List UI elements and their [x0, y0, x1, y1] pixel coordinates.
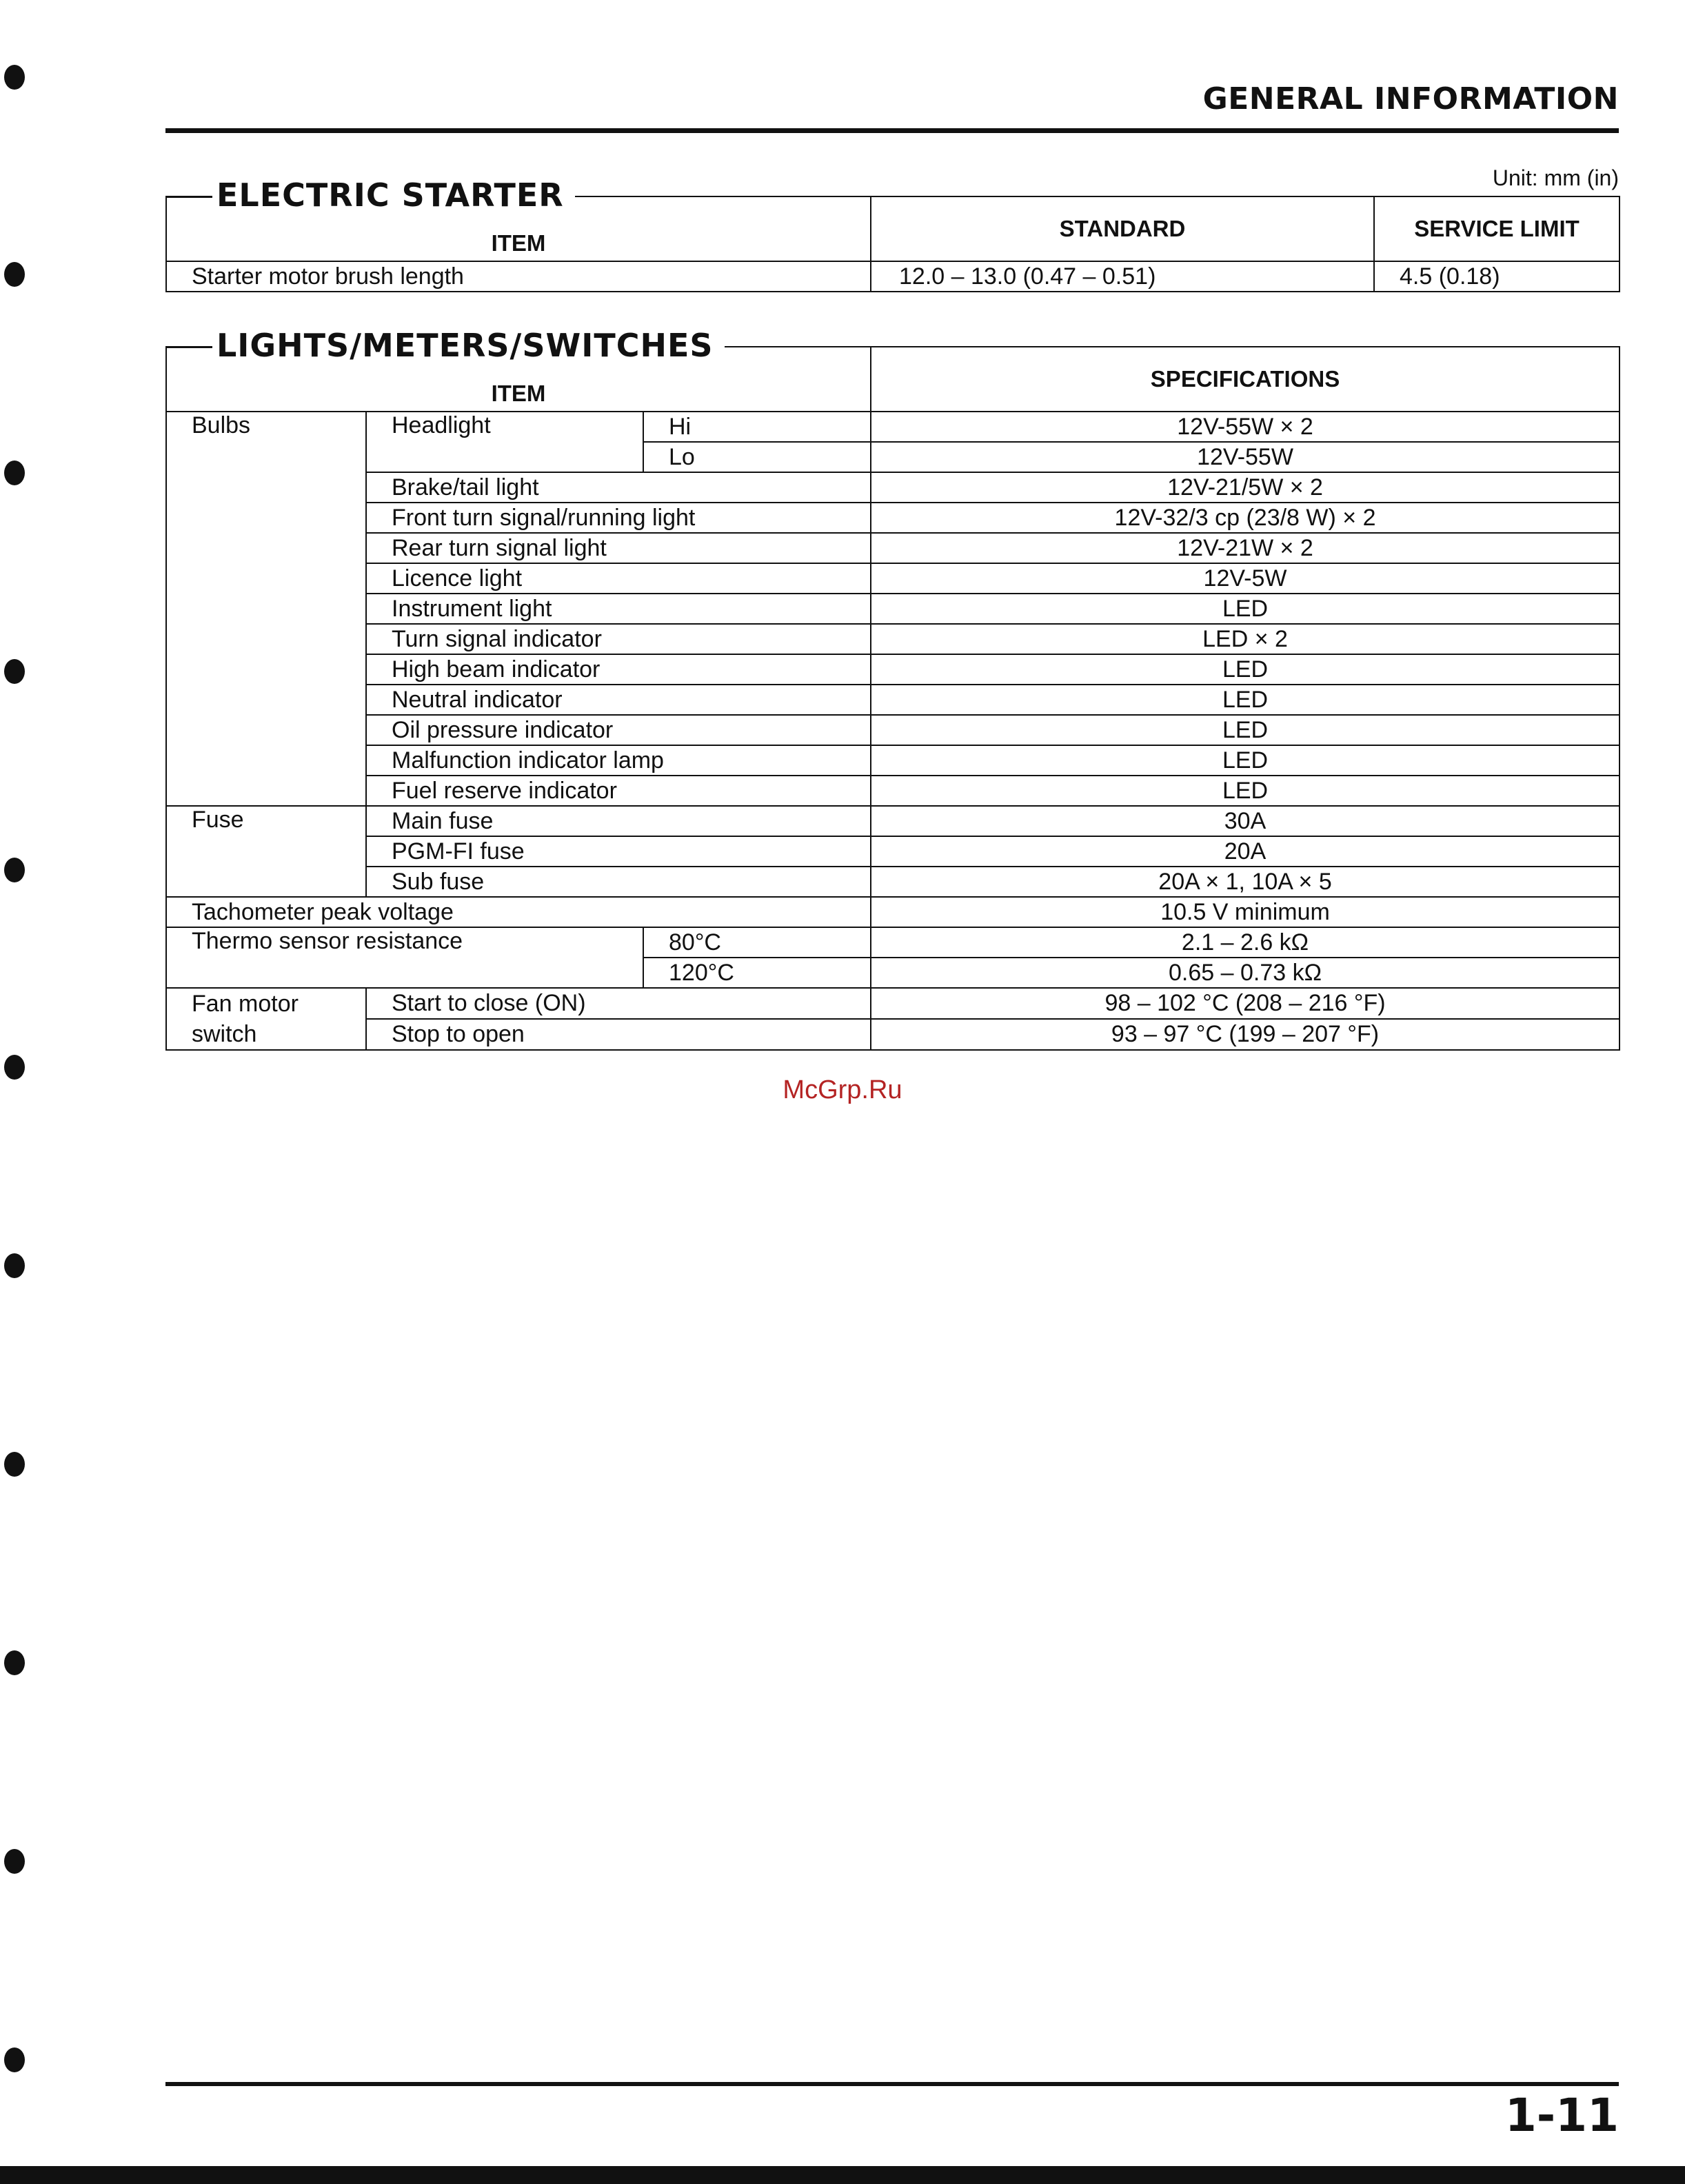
spec-cell: LED — [871, 745, 1620, 776]
table-row — [166, 897, 1620, 927]
binder-hole — [4, 262, 25, 287]
table-row — [166, 1019, 1620, 1050]
spec-cell: LED — [871, 776, 1620, 806]
sub-item: Stop to open — [366, 1019, 871, 1050]
table-row — [166, 563, 1620, 594]
table-row — [166, 867, 1620, 897]
sub-item-detail: Lo — [643, 442, 871, 472]
sub-item: Main fuse — [366, 806, 871, 836]
spec-cell: 2.1 – 2.6 kΩ — [871, 927, 1620, 958]
group-label-bulbs: Bulbs — [166, 412, 366, 806]
standard-cell: 12.0 – 13.0 (0.47 – 0.51) — [871, 261, 1374, 292]
spec-cell: 12V-32/3 cp (23/8 W) × 2 — [871, 503, 1620, 533]
watermark-text: McGrp.Ru — [783, 1075, 902, 1104]
table-row — [166, 261, 1620, 292]
sub-item-detail: Hi — [643, 412, 871, 442]
table-row — [166, 472, 1620, 503]
column-header-item: ITEM — [166, 196, 871, 261]
table-row — [166, 776, 1620, 806]
binder-hole — [4, 659, 25, 684]
section-title: ELECTRIC STARTER — [192, 176, 575, 214]
spec-cell: 12V-21/5W × 2 — [871, 472, 1620, 503]
footer-rule — [165, 2082, 1619, 2086]
sub-item: Headlight — [366, 412, 643, 472]
spec-cell: 30A — [871, 806, 1620, 836]
sub-item: Fuel reserve indicator — [366, 776, 871, 806]
spec-cell: 12V-21W × 2 — [871, 533, 1620, 563]
sub-item: Instrument light — [366, 594, 871, 624]
lights-meters-switches-section — [165, 327, 1619, 1051]
table-row — [166, 685, 1620, 715]
sub-item: Front turn signal/running light — [366, 503, 871, 533]
sub-item: Oil pressure indicator — [366, 715, 871, 745]
table-row — [166, 654, 1620, 685]
page-header-title: GENERAL INFORMATION — [1202, 81, 1619, 117]
spec-cell: 12V-5W — [871, 563, 1620, 594]
table-row — [166, 806, 1620, 836]
spec-cell: 10.5 V minimum — [871, 897, 1620, 927]
spec-cell: 0.65 – 0.73 kΩ — [871, 958, 1620, 988]
binder-hole — [4, 1253, 25, 1278]
unit-note: Unit: mm (in) — [1492, 165, 1619, 190]
scan-edge-bar — [0, 2166, 1685, 2184]
section-title: LIGHTS/METERS/SWITCHES — [192, 327, 725, 364]
sub-item: Start to close (ON) — [366, 988, 871, 1019]
spec-cell: 20A — [871, 836, 1620, 867]
group-label-fuse: Fuse — [166, 806, 366, 897]
lights-meters-switches-table — [165, 346, 1620, 1051]
table-row — [166, 745, 1620, 776]
binder-hole — [4, 1650, 25, 1675]
group-label-fan: Fan motor switch — [166, 988, 366, 1050]
sub-item: Malfunction indicator lamp — [366, 745, 871, 776]
item-cell: Tachometer peak voltage — [166, 897, 871, 927]
sub-item: Brake/tail light — [366, 472, 871, 503]
spec-cell: 98 – 102 °C (208 – 216 °F) — [871, 988, 1620, 1019]
sub-item-detail: 120°C — [643, 958, 871, 988]
binder-hole — [4, 1452, 25, 1477]
spec-cell: 20A × 1, 10A × 5 — [871, 867, 1620, 897]
spec-cell: LED × 2 — [871, 624, 1620, 654]
table-row — [166, 836, 1620, 867]
limit-cell: 4.5 (0.18) — [1374, 261, 1620, 292]
sub-item: Turn signal indicator — [366, 624, 871, 654]
binder-hole — [4, 2048, 25, 2072]
column-header-specifications: SPECIFICATIONS — [871, 347, 1620, 412]
table-row — [166, 988, 1620, 1019]
sub-item-detail: 80°C — [643, 927, 871, 958]
spec-cell: LED — [871, 594, 1620, 624]
sub-item: Neutral indicator — [366, 685, 871, 715]
table-row — [166, 715, 1620, 745]
table-row — [166, 412, 1620, 442]
table-row — [166, 624, 1620, 654]
sub-item: High beam indicator — [366, 654, 871, 685]
column-header-standard: STANDARD — [871, 196, 1374, 261]
binder-hole — [4, 1849, 25, 1874]
table-row — [166, 533, 1620, 563]
spec-cell: 12V-55W × 2 — [871, 412, 1620, 442]
binder-hole — [4, 461, 25, 485]
table-row — [166, 927, 1620, 958]
table-row — [166, 594, 1620, 624]
spec-cell: LED — [871, 654, 1620, 685]
spec-cell: 12V-55W — [871, 442, 1620, 472]
sub-item: Licence light — [366, 563, 871, 594]
binder-hole — [4, 858, 25, 882]
sub-item: Sub fuse — [366, 867, 871, 897]
column-header-service-limit: SERVICE LIMIT — [1374, 196, 1620, 261]
spec-cell: LED — [871, 715, 1620, 745]
header-rule — [165, 128, 1619, 133]
sub-item: PGM-FI fuse — [366, 836, 871, 867]
spec-cell: LED — [871, 685, 1620, 715]
binder-hole — [4, 65, 25, 90]
page-number: 1-11 — [1504, 2089, 1619, 2142]
spec-cell: 93 – 97 °C (199 – 207 °F) — [871, 1019, 1620, 1050]
column-header-item: ITEM — [166, 347, 871, 412]
item-cell: Starter motor brush length — [166, 261, 871, 292]
table-row — [166, 503, 1620, 533]
item-cell: Thermo sensor resistance — [166, 927, 643, 988]
sub-item: Rear turn signal light — [366, 533, 871, 563]
